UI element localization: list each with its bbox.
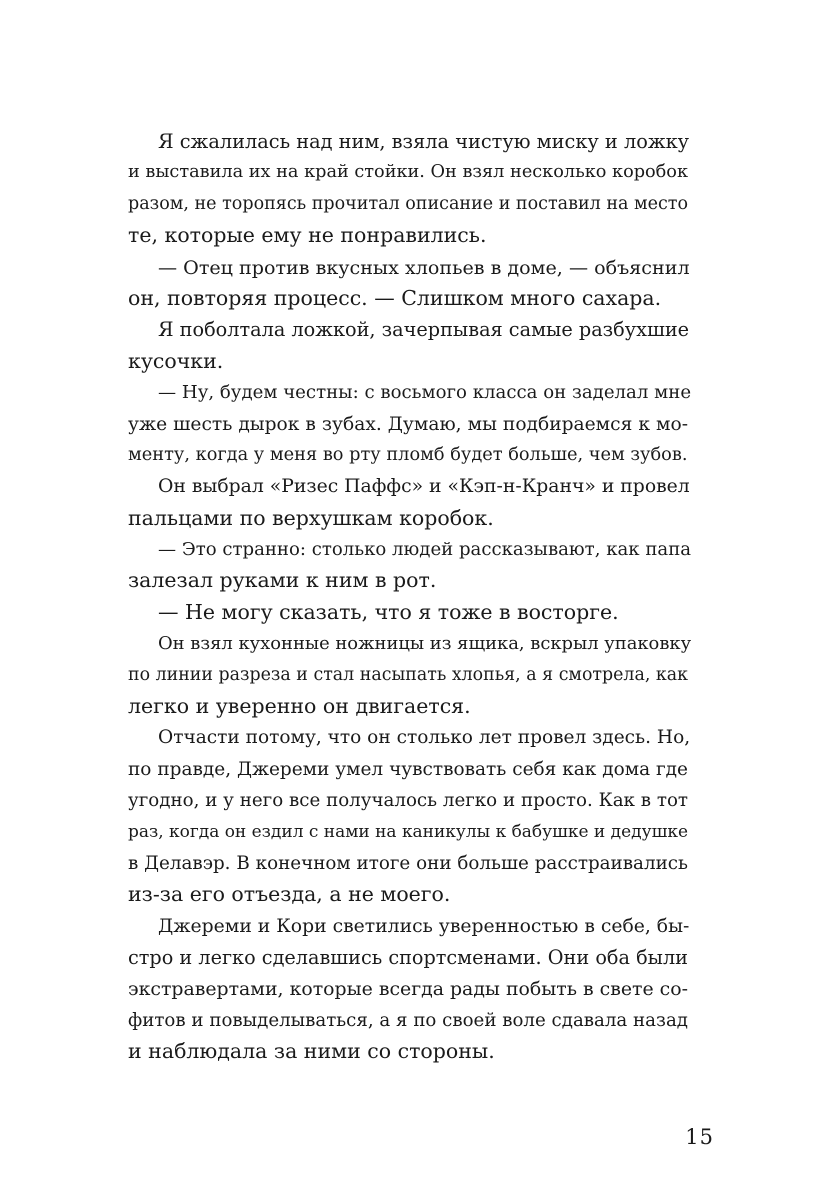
text-line: стро и легко сделавшись спортсменами. Они оба были [128,946,688,970]
text-line: — Это странно: столько людей рассказывают, как папа [158,539,692,561]
text-line: экстравертами, которые всегда рады побыть в свете со- [128,977,688,1000]
text-line: менту, когда у меня во рту пломб будет больше, чем зубов. [128,444,688,465]
text-line: залезал руками к ним в рот. [128,568,437,593]
text-line: в Делавэр. В конечном итоге они больше расстраивались [128,852,688,874]
page-number: 15 [685,1125,714,1149]
text-line: легко и уверенно он двигается. [128,694,471,719]
body-text [128,126,692,1068]
text-line: Отчасти потому, что он столько лет провел здесь. Но, [158,727,691,749]
text-line: Я поболтала ложкой, зачерпывая самые разбухшие [158,318,690,342]
text-line: разом, не торопясь прочитал описание и поставил на место [128,193,689,214]
text-line: по линии разреза и стал насыпать хлопья, а я смотрела, как [128,664,688,685]
text-line: — Отец против вкусных хлопьев в доме, — объяснил [158,255,690,279]
text-line: Он взял кухонные ножницы из ящика, вскрыл упаковку [158,633,692,655]
text-line: Он выбрал «Ризес Паффс» и «Кэп-н-Кранч» и провел [158,476,690,498]
text-line: те, которые ему не понравились. [128,223,487,248]
text-line: раз, когда он ездил с нами на каникулы к бабушке и дедушке [128,821,688,842]
text-line: уже шесть дырок в зубах. Думаю, мы подбираемся к мо- [128,413,688,435]
text-line: фитов и повыделываться, а я по своей воле сдавала назад [128,1009,688,1031]
text-line: Я сжалилась над ним, взяла чистую миску и ложку [158,130,690,153]
text-line: угодно, и у него все получалось легко и просто. Как в тот [128,790,688,812]
text-line: и выставила их на край стойки. Он взял несколько коробок [128,162,688,183]
text-line: — Ну, будем честны: с восьмого класса он заделал мне [158,382,692,404]
text-line: из-за его отъезда, а не моего. [128,882,451,907]
text-line: он, повторяя процесс. — Слишком много сахара. [128,285,662,310]
text-line: и наблюдала за ними со стороны. [128,1039,495,1064]
text-line: пальцами по верхушкам коробок. [128,505,494,530]
text-line: по правде, Джереми умел чувствовать себя как дома где [128,758,688,780]
text-line: кусочки. [128,348,224,373]
text-line: — Не могу сказать, что я тоже в восторге. [158,599,619,624]
text-line: Джереми и Кори светились уверенностью в себе, бы- [158,915,690,937]
